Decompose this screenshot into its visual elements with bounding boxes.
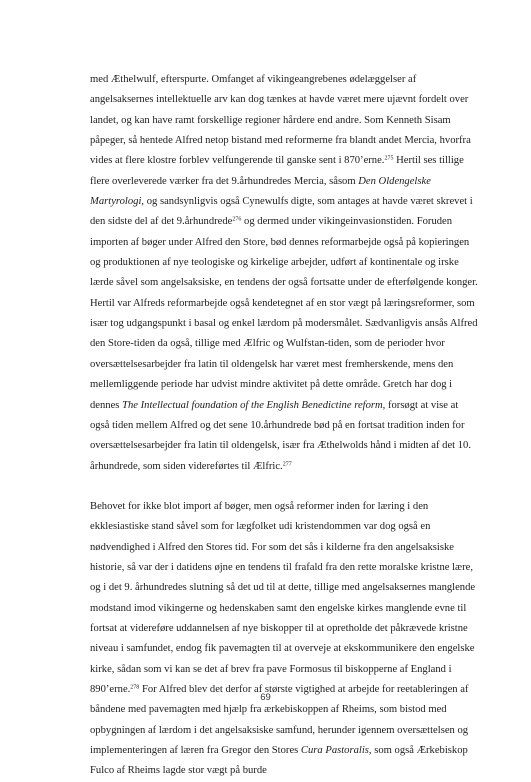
text-run: , som også Ærkebiskop Fulco af Rheims lagde stor vægt på burde <box>90 745 468 777</box>
text-run: med Æthelwulf, efterspurte. Omfanget af vikingeangrebenes ødelæggelser af angelsaksernes intellektuelle arv kan dog tænkes at havde været mere ujævnt fordelt over landet, og kan have ramt forskellige regioner hårdere end andre. Som Kenneth Sisam påpeger, så hentede Alfred netop bistand med reformerne fra blandt andet Mercia, hvorfra vides at flere klostre forblev velfungerende til ganske sent i 870’erne. <box>90 74 471 167</box>
italic-title: Cura Pastoralis <box>300 745 369 756</box>
text-run: forsøgt at vise at også tiden mellem Alfred og det sene 10.århundrede bød på en fortsat tradition inden for oversættelsesarbejder fra latin til oldengelsk, især fra Æthelwolds hånd i midten af det 10. århundrede, som siden videreførtes til Ælfric. <box>90 399 471 472</box>
italic-title: Den Oldengelske Martyrologi <box>90 175 431 208</box>
text-run: og dermed under vikingeinvasionstiden. Foruden importen af bøger under Alfred den Store, bød dennes reformarbejde også på kopieringen og produktionen af nye teologiske og kirkelige arbejder, udført af kontinentale og irske lærde såvel som angelsaksiske, en tendens der også fortsatte under de efterfølgende konger. Hertil var Alfreds reformarbejde også kendetegnet af en stor vægt på læringsreformer, som især tog udgangspunkt i basal og enkel lærdom på modersmålet. Sædvanligvis ansås Alfred den Store-tiden da også, tillige med Ælfric og Wulfstan-tiden, som de perioder hvor oversættelsesarbejder fra latin til oldengelsk har været mest fremherskende, mens den mellemliggende periode har udvist mindre aktivitet på dette område. Gretch har dog i dennes <box>90 216 478 411</box>
paragraph <box>90 70 478 477</box>
footnote-ref: 275 <box>384 155 394 162</box>
italic-title: The Intellectual foundation of the English Benedictine reform, <box>122 399 386 411</box>
page-number: 69 <box>260 692 271 703</box>
footnote-ref: 278 <box>130 684 140 691</box>
text-run: Behovet for ikke blot import af bøger, men også reformer inden for læring i den ekklesiastiske stand såvel som for lægfolket udi kristendommen var dog også en nødvendighed i Alfred den Stores tid. For som det sås i kilderne fra den angelsaksiske historie, så var der i datidens øjne en tendens til frafald fra den rette moralske kristne lære, og i det 9. århundredes slutning så det ud til at dette, tillige med angelsaksernes manglende modstand imod vikingerne og hedenskaben samt den engelske kirkes manglende evne til fortsat at videreføre uddannelsen af nye biskopper til at opretholde det påkrævede kristne niveau i samfundet, endog fik pavemagten til at overveje at ekskommunikere den engelske kirke, sådan som vi kan se det af brev fra pave Formosus til biskopperne af England i 890’erne. <box>90 500 476 695</box>
text-run: , og sandsynligvis også Cynewulfs digte, som antages at havde været skrevet i den sidste del af det 9.århundrede <box>90 196 473 228</box>
paragraph <box>90 497 478 782</box>
text-run: Hertil ses tillige flere overleverede værker fra det 9.århundredes Mercia, såsom <box>90 155 464 187</box>
page-body <box>90 70 478 782</box>
footnote-ref: 277 <box>282 460 292 467</box>
text-run: For Alfred blev det derfor af største vigtighed at arbejde for reetableringen af båndene med pavemagten med hjælp fra ærkebiskoppen af Rheims, som bistod med opbygningen af lærdom i det angelsaksiske samfund, herunder igennem oversættelsen og implementeringen af læren fra Gregor den Stores <box>90 683 469 756</box>
footnote-ref: 276 <box>232 216 242 223</box>
